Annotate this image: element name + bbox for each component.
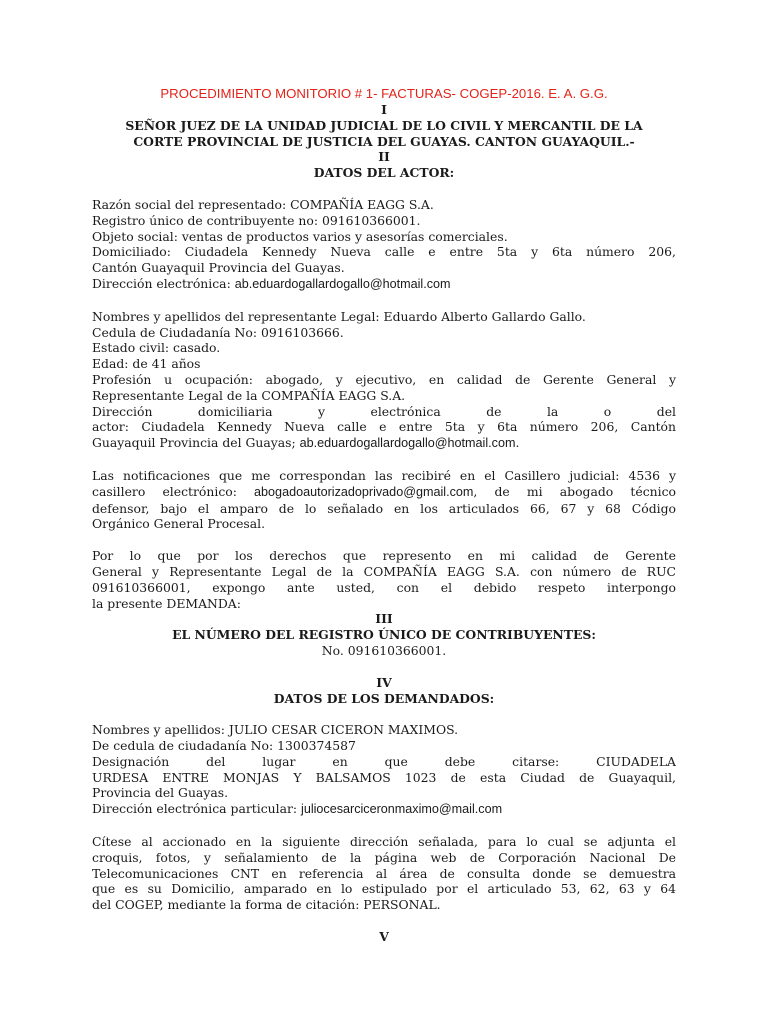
defendant-paragraph xyxy=(92,722,676,818)
paragraph-line: Por lo que por los derechos que represento en mi calidad de Gerente xyxy=(92,548,676,564)
spacer xyxy=(92,293,676,309)
paragraph-line: Designación del lugar en que debe citarse: CIUDADELA xyxy=(92,753,676,769)
section-numeral-4: IV xyxy=(376,674,392,690)
email-label: Dirección electrónica: xyxy=(92,275,235,291)
paragraph-line: la presente DEMANDA: xyxy=(92,595,241,611)
paragraph-line: De cedula de ciudadanía No: 1300374587 xyxy=(92,738,356,754)
paragraph-line: Registro único de contribuyente no: 091610366001. xyxy=(92,212,421,228)
paragraph-line: Dirección domiciliaria y electrónica de la o del xyxy=(92,403,676,419)
paragraph-line: Objeto social: ventas de productos varios y asesorías comerciales. xyxy=(92,228,508,244)
paragraph-line: Las notificaciones que me correspondan las recibiré en el Casillero judicial: 4536 y xyxy=(92,467,676,483)
spacer xyxy=(92,818,676,834)
section-heading-defendants: DATOS DE LOS DEMANDADOS: xyxy=(273,690,495,706)
actor-paragraph-company xyxy=(92,197,676,293)
paragraph-line: Profesión u ocupación: abogado, y ejecutivo, en calidad de Gerente General y xyxy=(92,371,676,387)
email-label: Dirección electrónica particular: xyxy=(92,801,302,817)
representative-email: ab.eduardogallardogallo@hotmail.com xyxy=(299,436,516,451)
court-heading-line-2: CORTE PROVINCIAL DE JUSTICIA DEL GUAYAS. CANTON GUAYAQUIL.- xyxy=(133,133,635,149)
paragraph-line: Cedula de Ciudadanía No: 0916103666. xyxy=(92,324,344,340)
defendant-email: juliocesarciceronmaximo@mail.com xyxy=(301,802,503,817)
text-span: , de mi abogado técnico xyxy=(473,483,676,499)
paragraph-line: Domiciliado: Ciudadela Kennedy Nueva calle e entre 5ta y 6ta número 206, xyxy=(92,244,676,260)
text-span: . xyxy=(515,435,520,451)
notifications-email-line xyxy=(92,484,676,501)
paragraph-line: Nombres y apellidos del representante Legal: Eduardo Alberto Gallardo Gallo. xyxy=(92,308,586,324)
paragraph-line: General y Representante Legal de la COMPAÑÍA EAGG S.A. con número de RUC xyxy=(92,563,676,579)
paragraph-line: URDESA ENTRE MONJAS Y BALSAMOS 1023 de esta Ciudad de Guayaquil, xyxy=(92,769,676,785)
paragraph-line: Telecomunicaciones CNT en referencia al área de consulta donde se demuestra xyxy=(92,865,676,881)
paragraph-line: Cítese al accionado en la siguiente dirección señalada, para lo cual se adjunta el xyxy=(92,834,676,850)
paragraph-line: que es su Domicilio, amparado en lo estipulado por el articulado 53, 62, 63 y 64 xyxy=(92,881,676,897)
notifications-email: abogadoautorizadoprivado@gmail.com xyxy=(254,484,474,499)
paragraph-line: del COGEP, mediante la forma de citación: PERSONAL. xyxy=(92,897,441,913)
court-heading-line-1: SEÑOR JUEZ DE LA UNIDAD JUDICIAL DE LO CIVIL Y MERCANTIL DE LA xyxy=(125,117,643,133)
ruc-number: No. 091610366001. xyxy=(321,642,447,658)
text-span: casillero electrónico: xyxy=(92,483,255,499)
notifications-paragraph xyxy=(92,468,676,532)
section-numeral-2: II xyxy=(378,149,390,165)
section-numeral-5: V xyxy=(379,929,389,945)
text-span: Guayaquil Provincia del Guayas; xyxy=(92,435,300,451)
paragraph-line: actor: Ciudadela Kennedy Nueva calle e entre 5ta y 6ta número 206, Cantón xyxy=(92,419,676,435)
paragraph-line: Representante Legal de la COMPAÑÍA EAGG S.A. xyxy=(92,387,406,403)
section-heading-ruc: EL NÚMERO DEL REGISTRO ÚNICO DE CONTRIBUYENTES: xyxy=(172,627,596,643)
section-numeral-1: I xyxy=(381,102,387,117)
defendant-email-line xyxy=(92,801,676,818)
paragraph-line: Estado civil: casado. xyxy=(92,340,221,356)
section-heading-actor: DATOS DEL ACTOR: xyxy=(313,165,455,181)
paragraph-line: Nombres y apellidos: JULIO CESAR CICERON MAXIMOS. xyxy=(92,722,459,738)
actor-paragraph-representative xyxy=(92,309,676,452)
spacer xyxy=(92,659,676,675)
spacer xyxy=(92,532,676,548)
document-title: PROCEDIMIENTO MONITORIO # 1- FACTURAS- COGEP-2016. E. A. G.G. xyxy=(160,86,608,101)
actor-email: ab.eduardogallardogallo@hotmail.com xyxy=(234,276,451,291)
section-numeral-3: III xyxy=(375,611,393,627)
paragraph-line: Razón social del representado: COMPAÑÍA EAGG S.A. xyxy=(92,196,434,212)
paragraph-line: 091610366001, expongo ante usted, con el debido respeto interpongo xyxy=(92,579,676,595)
paragraph-line: defensor, bajo el amparo de lo señalado en los articulados 66, 67 y 68 Código xyxy=(92,500,676,516)
spacer xyxy=(92,913,676,929)
representative-email-line xyxy=(92,435,676,452)
paragraph-line: Provincia del Guayas. xyxy=(92,785,229,801)
paragraph-line: Cantón Guayaquil Provincia del Guayas. xyxy=(92,260,345,276)
spacer xyxy=(92,452,676,468)
spacer xyxy=(92,181,676,197)
document-body xyxy=(92,86,676,945)
demand-paragraph xyxy=(92,548,676,611)
paragraph-line: Orgánico General Procesal. xyxy=(92,516,266,532)
spacer xyxy=(92,706,676,722)
citation-paragraph xyxy=(92,834,676,913)
paragraph-line: croquis, fotos, y señalamiento de la página web de Corporación Nacional De xyxy=(92,849,676,865)
paragraph-line: Edad: de 41 años xyxy=(92,356,201,372)
actor-email-line xyxy=(92,276,676,293)
